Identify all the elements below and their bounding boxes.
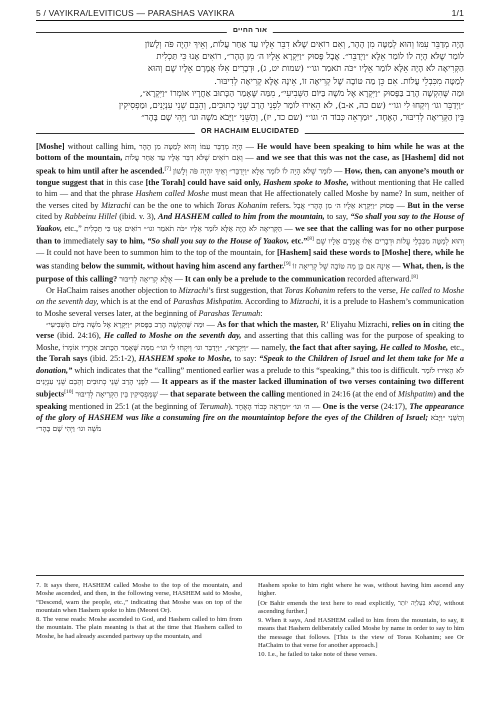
- footnote: 9. When it says, And HASHEM called to him from the mountain, to say, it means that Hashem deliberately called Moshe by name in order to say to him the message that follows. [This is the view of Toras Kohanim; see Or HaChaim to that verse for another approach.]: [258, 617, 464, 650]
- hebrew-phrase: הָיָה מְדַבֵּר עִמּוֹ וְהוּא לְמַטָּה מִן הָהָר: [139, 142, 243, 151]
- footnote: [258, 600, 464, 617]
- hebrew-phrase: וְאִם רוֹאִים שֶׁלֹּא דִבֵּר אֵלָיו עַד אַחַר עֲלוֹת: [125, 153, 243, 163]
- footnote: 7. It says there, HASHEM called Moshe to the top of the mountain, and Moshe ascended, and then, in the following verse, HASHEM said to Moshe, “Descend, warn the people, etc.,” indicating that Moshe was on top of the mountain when Hashem spoke to him (Meorei Or).: [36, 582, 242, 614]
- hebrew-phrase: ה׳ וגו׳: [293, 401, 310, 411]
- footnote: Hashem spoke to him right where he was, without having him ascend any higher.: [258, 582, 464, 598]
- hebrew-phrase: וּמַה שֶּׁהִקְשָׁה הָרַב בַּפָּסוּק ״וַיִּקְרָא אֶל מֹשֶׁה בַּיּוֹם הַשְּׁבִיעִי״: [46, 320, 205, 330]
- hebrew-phrase: לוֹמַר שֶׁלֹּא הָיָה לוֹ לוֹמַר אֵלָּא ״וַיְדַבֵּר״: [229, 166, 332, 176]
- hebrew-phrase: אֵינָהּ: [377, 261, 391, 271]
- running-header: [36, 8, 464, 22]
- hebrew-line: לוֹמַר שֶׁלֹּא הָיָה לוֹ לוֹמַר אֵלָּא ״וַיְדַבֵּר״. אֲבָל פָּסוּק ״וַיִּקְרָא אֵלָיו ה׳ מִן הָהָר״, רוֹאִים אָנוּ כִּי תַּכְלִית: [156, 52, 464, 63]
- footnote-text: , without ascending further.]: [258, 599, 464, 615]
- hebrew-phrase: אֶלָּא קְרִיאָה לְדִיבּוּר: [119, 274, 173, 284]
- elucidation-paragraph: Or HaChaim raises another objection to Mizrachi’s first suggestion, that Toras Kohanim refers to the verse, He called to Moshe on the seventh day, which is at the end of Parashas Mishpatim. According to Mizrachi, it is a prelude to Hashem’s communication to Moshe several verses later, at the beginning of Parashas Terumah:: [36, 285, 465, 318]
- hebrew-commentary: [36, 39, 464, 124]
- footnotes-left-column: [36, 582, 242, 642]
- hebrew-phrase: שֶׁמַּפְסִיקִין בֵּין הַקְּרִיאָה לְדִיבּוּר: [75, 390, 158, 400]
- hebrew-section-title: אור החיים: [227, 27, 273, 34]
- hebrew-phrase: ״וּמַרְאֵה כְּבוֹד: [254, 401, 291, 411]
- hebrew-phrase: וְהוּא לְמַטָּה מִכִּבְלֵי עֲלוֹת: [396, 236, 465, 246]
- elucidation-text: [36, 141, 464, 435]
- hebrew-phrase: וְאֵיךְ יִהְיֶה פֹּה וְלָשׁוֹן: [173, 166, 228, 176]
- hebrew-phrase: הָאֶחָד: [235, 401, 252, 411]
- hebrew-phrase: שֶׁלֹּא בַּעַלִיָּה יוֹתֵר: [397, 599, 440, 607]
- elucidation-paragraph: [Moshe] without calling him, הָיָה מְדַבֵּר עִמּוֹ וְהוּא לְמַטָּה מִן הָהָר — He would have been speaking to him while he was at the bottom of the mountain, וְאִם רוֹאִים שֶׁלֹּא דִבֵּר אֵלָיו עַד אַחַר עֲלוֹת — and we see that this was not the case, as [Hashem] did not speak to him until after he ascended.[7] וְאֵיךְ יִהְיֶה פֹּה וְלָשׁוֹן לוֹמַר שֶׁלֹּא הָיָה לוֹ לוֹמַר אֵלָּא ״וַיְדַבֵּר״ — How, then, can anyone’s mouth or tongue suggest that in this case [the Torah] could have said only, Hashem spoke to Moshe, without mentioning that He called to him — and that the phrase Hashem called Moshe must mean that He affectionately called Moshe by name? In sum, neither of the verses cited by Mizrachi can be the one to which Toras Kohanim refers. אֲבָל פָּסוּק ״וַיִּקְרָא אֵלָיו ה׳ מִן הָהָר״ — But in the verse cited by Rabbeinu Hillel (ibid. v. 3), And HASHEM called to him from the mountain, to say, “So shall you say to the House of Yaakov, etc.,” רוֹאִים אָנוּ כִּי תַּכְלִית הַקְּרִיאָה לֹא הָיָה אֵלָּא לוֹמַר אֵלָיו ״כֹּה תֹאמַר וגו׳״ — we see that the calling was for no other purpose than to immediately say to him, “So shall you say to the House of Yaakov, etc.”[8] וּדְבָרִים אֵלּוּ אֲמָרָם אֵלָיו שֶׁם וְהוּא לְמַטָּה מִכִּבְלֵי עֲלוֹת — It could not have been to summon him to the top of the mountain, for [Hashem] said these words to [Moshe] there, while he was standing below the summit, without having him ascend any farther.[9] אִם כֵּן מַה טּוֹבָה שֶׁל קְרִיאָה זוֹ אֵינָהּ — What, then, is the purpose of this calling? אֶלָּא קְרִיאָה לְדִיבּוּר — It can only be a prelude to the communication recorded afterward.[8]: [36, 142, 465, 284]
- footnote-rule: [36, 575, 464, 576]
- hebrew-phrase: הַקְּרִיאָה לֹא הָיָה אֵלָּא לוֹמַר אֵלָיו ״כֹּה תֹאמַר וגו׳״: [143, 223, 283, 233]
- footnote: 10. I.e., he failed to take note of these verses.: [258, 651, 378, 659]
- hebrew-phrase: ״וַיִּקְרָא״, ״וַיְדַבֵּר וגו׳ וְיִקְחוּ לִי וגו׳״: [156, 342, 249, 352]
- hebrew-phrase: אֲבָל: [293, 200, 306, 210]
- hebrew-line: הַקְּרִיאָה לֹא הָיָה אֵלָּא לוֹמַר אֵלָיו ״כֹּה תֹאמַר וגו׳״ (שמות יט, ג), וּדְבָרִים אֵלּוּ אֲמָרָם אֵלָיו שֶׁם וְהוּא: [147, 64, 464, 75]
- elucidation-paragraph: וּמַה שֶּׁהִקְשָׁה הָרַב בַּפָּסוּק ״וַיִּקְרָא אֶל מֹשֶׁה בַּיּוֹם הַשְּׁבִיעִי״ — As for that which the master, R’ Eliyahu Mizrachi, relies on in citing the verse (ibid. 24:16), He called to Moshe on the seventh day, and asserting that this calling was for the purpose of speaking to Moshe, מִמַּה שֶּׁאָמַר הַכָּתוּב אַחֲרָיו אוֹמְרוֹ ״וַיִּקְרָא״, ״וַיְדַבֵּר וגו׳ וְיִקְחוּ לִי וגו׳״ — namely, the fact that after saying, He called to Moshe, etc., the Torah says (ibid. 25:1-2), HASHEM spoke to Moshe, to say: “Speak to the Children of Israel and let them take for Me a donation,” which indicates that the “calling” mentioned earlier was a prelude to this “speaking,” this too is difficult. לֹא הֵאִירוּ לוֹמַר לִפְנֵי הָרַב שְׁנֵי כְתוּבִים וְהֵבֵם שְׁנֵי עִנְיָנִים — It appears as if the master lacked illumination of two verses containing two different subjects[10] שֶׁמַּפְסִיקִין בֵּין הַקְּרִיאָה לְדִיבּוּר — that separate between the calling mentioned in 24:16 (at the end of Mishpatim) and the speaking mentioned in 25:1 (at the beginning of Terumah). הָאֶחָד ״וּמַרְאֵה כְּבוֹד ה׳ וגו׳ — One is the verse (24:17), The appearance of the glory of HASHEM was like a consuming fire on the mountaintop before the eyes of the Children of Israel; וְהַשֵּׁנִי ״וַיָּבֹא מֹשֶׁה וגו׳ וַיְהִי שָׁם בָּהָר״: [36, 320, 465, 434]
- footnotes-right-column: [258, 582, 464, 661]
- elucidated-divider: [36, 128, 464, 138]
- page-number: 1/1: [451, 8, 464, 18]
- footnote-text: [Or Bahir emends the text here to read explicitly,: [258, 599, 396, 607]
- running-head-title: 5 / VAYIKRA/LEVITICUS — PARASHAS VAYIKRA: [36, 8, 235, 18]
- hebrew-line: לְמַטָּה מִכִּבְלֵי עֲלוֹת. אִם כֵּן מַה טּוֹבָה שֶׁל קְרִיאָה זוֹ, אֵינָהּ אֶלָּא קְרִיאָה לְדִיבּוּר.: [214, 76, 464, 87]
- hebrew-line: הָיָה מְדַבֵּר עִמּוֹ וְהוּא לְמַטָּה מִן הָהָר, וְאִם רוֹאִים שֶׁלֹּא דִבֵּר אֵלָיו עַד אַחַר עֲלוֹת, וְאֵיךְ יִהְיֶה פֹּה וְלָשׁוֹן: [144, 40, 464, 50]
- hebrew-line: וּמַה שֶּׁהִקְשָׁה הָרַב בַּפָּסוּק ״וַיִּקְרָא אֶל מֹשֶׁה בַּיּוֹם הַשְּׁבִיעִי״, מִמַּה שֶּׁאָמַר הַכָּתוּב אַחֲרָיו אוֹמְרוֹ ״וַיִּקְרָא״,: [139, 88, 464, 99]
- header-rule: [36, 20, 464, 21]
- footnote: 8. The verse reads: Moshe ascended to God, and Hashem called to him from the mountain. The plain meaning is that at the time that Hashem called to Moshe, he had already ascended partway up the mountain, and: [36, 616, 242, 640]
- hebrew-phrase: לֹא הֵאִירוּ לוֹמַר לִפְנֵי הָרַב שְׁנֵי כְתוּבִים וְהֵבֵם שְׁנֵי עִנְיָנִים: [36, 365, 464, 387]
- hebrew-phrase: וּדְבָרִים אֵלּוּ אֲמָרָם אֵלָיו שֶׁם: [316, 236, 395, 246]
- hebrew-phrase: פָּסוּק ״וַיִּקְרָא אֵלָיו ה׳ מִן הָהָר״: [307, 200, 394, 210]
- elucidated-title: OR HACHAIM ELUCIDATED: [195, 128, 305, 135]
- hebrew-phrase: אִם כֵּן מַה טּוֹבָה שֶׁל קְרִיאָה זוֹ: [292, 261, 375, 271]
- hebrew-phrase: וְהַשֵּׁנִי ״וַיָּבֹא מֹשֶׁה וגו׳ וַיְהִי שָׁם בָּהָר״: [36, 413, 465, 434]
- hebrew-phrase: רוֹאִים אָנוּ כִּי תַּכְלִית: [84, 223, 142, 233]
- hebrew-line: ״וַיְדַבֵּר וגו׳ וְיִקְחוּ לִי וגו׳״ (שם כה, א-ב), לֹא הֵאִירוּ לוֹמַר לִפְנֵי הָרַב שְׁנֵי כְתוּבִים, וְהֵבֵם שְׁנֵי עִנְיָנִים, וּמַפְסִיקִין: [118, 101, 464, 112]
- hebrew-phrase: מִמַּה שֶּׁאָמַר הַכָּתוּב אַחֲרָיו אוֹמְרוֹ: [62, 342, 155, 352]
- hebrew-line: בֵּין הַקְּרִיאָה לְדִיבּוּר, הָאֶחָד, ״וּמַרְאֵה כְּבוֹד ה׳ וגו׳״ (שם כד, יז), וְהַשֵּׁנִי ״וַיָּבֹא מֹשֶׁה וגו׳ וַיְהִי שָׁם בָּהָר״: [141, 113, 464, 124]
- hebrew-section-divider: [36, 27, 464, 37]
